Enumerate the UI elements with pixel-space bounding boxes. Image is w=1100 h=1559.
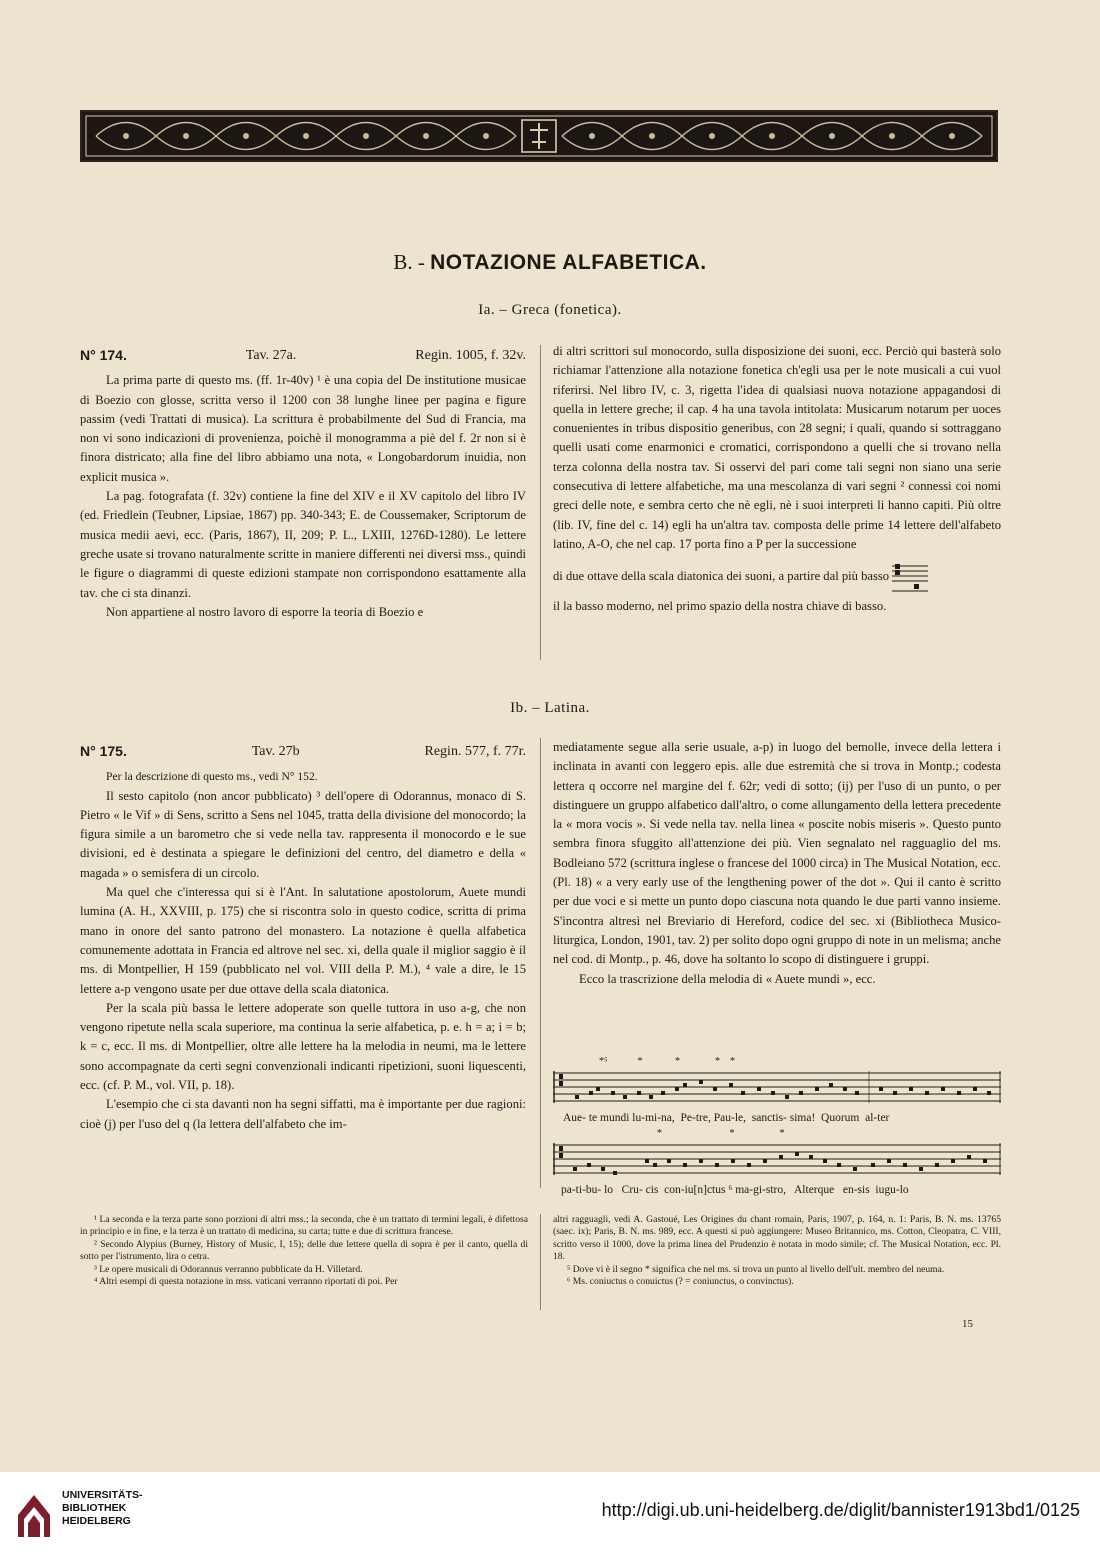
paragraph: Ecco la trascrizione della melodia di « Auete mundi », ecc. [579, 971, 876, 986]
music-stars-line-2: * * * [657, 1128, 785, 1139]
paragraph: il la basso moderno, nel primo spazio della nostra chiave di basso. [553, 599, 887, 614]
paragraph: Non appartiene al nostro lavoro di esporre la teoria di Boezio e [106, 604, 424, 619]
footnote: ³ Le opere musicali di Odorannus verranno pubblicate da H. Villetard. [94, 1263, 363, 1275]
section-heading-greca: Ia. – Greca (fonetica). [478, 302, 622, 318]
paragraph: Per la scala più bassa le lettere adoperate son quelle tuttora in uso a-g, che non vengono ripetute nella scala superiore, ma continua la serie alfabetica, p. e. h = a; i = b; k = c, ecc. Il ms. di Montpellier, oltre alle lettere ha la melodia in neumi, ma le lettere sono accompagnate da certi segni convenzionali indicanti ripetizioni, suoni liquescenti, ecc. (cf. P. M., vol. VII, p. 18). [80, 1000, 526, 1093]
paragraph-text: di due ottave della scala diatonica dei suoni, a partire dal più basso [553, 569, 890, 584]
right-column-1 [553, 342, 1001, 617]
paragraph: Ma quel che c'interessa qui si è l'Ant. In salutatione apostolorum, Auete mundi lumina (A. H., XXVIII, p. 175) che si riscontra solo in questo codice, scritta di prima mano in onore del santo patrono del monastero. La notazione è quella alfabetica comunemente adottata in Francia ed altrove nel sec. xi, della quale il miglior saggio è il ms. di Montpellier, H 159 (pubblicato nel vol. VIII della P. M.), ⁴ vale a dire, le 15 lettere a-p vengono usate per due ottave della scala diatonica. [80, 885, 526, 996]
music-staff-2 [553, 1139, 1003, 1183]
left-column-1 [80, 346, 526, 622]
entry-number: N° 175. [80, 743, 127, 759]
footnote: altri ragguagli, vedi A. Gastoué, Les Origines du chant romain, Paris, 1907, p. 164, n. 1: Paris, B. N. ms. 13765 (saec. ix); Paris, B. N. ms. 989, ecc. A questi si può aggiungere: Museo Britannico, ms. Cotton, Cleopatra, C. VIII, scritto verso il 1000, dove la prima linea del Prudenzio è notata in modo simile; cf. The Musical Notation, ecc. Pl. 18. [553, 1214, 1001, 1263]
heading-prefix: B. - [393, 250, 425, 274]
paragraph: L'esempio che ci sta davanti non ha segni siffatti, ma è importante per due ragioni: cioè (j) per l'uso del q (la lettera dell'alfabeto che im- [80, 1097, 526, 1131]
right-column-2 [553, 738, 1001, 989]
footnote: ⁴ Altri esempi di questa notazione in mss. vaticani verranno riportati di poi. Per [94, 1276, 398, 1288]
library-name-line: UNIVERSITÄTS- [62, 1489, 143, 1501]
paragraph: Il sesto capitolo (non ancor pubblicato) ³ dell'opere di Odorannus, monaco di S. Pietro « le Vif » di Sens, scritto a Sens nel 1045, tratta della divisione del monocordo; la figura simile a un barometro che si vede nella tav. rappresenta il monocordo e le sue divisioni, ed è destinata a spiegare le definizioni del centro, del diametro e della « magada » o semisfera di un circolo. [80, 788, 526, 880]
paragraph: Per la descrizione di questo ms., vedi N° 152. [106, 770, 318, 784]
footnotes-left [80, 1214, 528, 1288]
ornamental-banner [80, 110, 998, 162]
entry-plate: Tav. 27a. [245, 348, 297, 363]
music-example [553, 1055, 1003, 1196]
main-heading [0, 250, 1100, 275]
music-lyrics-line-1: Aue- te mundi lu-mi-na, Pe-tre, Pau-le, sanctis- sima! Quorum al-ter [563, 1112, 890, 1124]
entry-plate: Tav. 27b [251, 744, 300, 759]
paragraph: La prima parte di questo ms. (ff. 1r-40v) ¹ è una copia del De institutione musicae di Boezio con glosse, scritta verso il 1200 con 38 lunghe linee per pagina e figure passim (vedi Trattati di musica). La scrittura è probabilmente del Sud di Francia, ma non vi sono indicazioni di provenienza, poichè il monogramma a piè del f. 2r non si è finora districato; alla fine del libro abbiamo una nota, « Longobardorum inuidia, non explicit musica ». [80, 373, 526, 484]
entry-174-header [80, 346, 526, 365]
paragraph-with-staff [553, 560, 1001, 594]
permalink-url[interactable]: http://digi.ub.uni-heidelberg.de/diglit/bannister1913bd1/0125 [601, 1500, 1080, 1520]
music-lyrics-line-2: pa-ti-bu- lo Cru- cis con-iu[n]ctus ⁶ ma-gi-stro, Alterque en-sis iugu-lo [561, 1184, 909, 1196]
paragraph: di altri scrittori sul monocordo, sulla disposizione dei suoni, ecc. Perciò qui basterà solo richiamar l'attenzione alla notazione fonetica ch'egli usa per le note musicali a cui vuol riferirsi. Nel libro IV, c. 3, rigetta l'idea di qualsiasi nuova notazione appagandosi di quella in lettere greche; il cap. 4 ha una tavola intitolata: Musicarum notarum per uoces conuenientes in tribus dispositio generibus, con 28 segni; i quali, quando si sottraggano quelli usati come enarmonici e cromatici, corrispondono a quelli che si trovano nella terza colonna della nostra tav. Si osservi del pari come tali segni non siano una serie consecutiva di lettere alfabetiche, ma una mescolanza di vari segni ² connessi coi nomi greci delle note, e sembra certo che nè egli, nè i suoi interpreti li hanno capiti. Più oltre (lib. IV, fine del c. 14) egli ha un'altra tav. composta delle prime 14 lettere dell'alfabeto latino, A-O, che nel cap. 17 porta fino a P per la successione [553, 344, 1001, 551]
music-stars-line-1: *⁵ * * * * [599, 1056, 735, 1067]
entry-175-header [80, 742, 526, 761]
library-name [62, 1489, 143, 1528]
entry-number: N° 174. [80, 347, 127, 363]
footnotes-right [553, 1214, 1001, 1288]
footnote-divider [540, 1214, 541, 1310]
left-column-2 [80, 742, 526, 1134]
bass-staff-icon [892, 560, 928, 594]
library-name-line: BIBLIOTHEK [62, 1502, 127, 1514]
footnote: ⁵ Dove vi è il segno * significa che nel ms. si trova un punto al livello dell'ult. membro del neuma. [567, 1263, 945, 1275]
column-divider [540, 738, 541, 1188]
entry-shelfmark: Regin. 577, f. 77r. [424, 744, 526, 759]
paragraph: La pag. fotografata (f. 32v) contiene la fine del XIV e il XV capitolo del libro IV (ed. Friedlein (Teubner, Lipsiae, 1867) pp. 340-343; E. de Coussemaker, Scriptorum de musica medii aevi, ecc. (Paris, 1867), II, 209; P. L., LXIII, 1276D-1280). Le lettere greche usate si trovano naturalmente scritte in maniere differenti nei diversi mss., quindi le figure o diagrammi di queste edizioni stampate non corrispondono esattamente alla tav. che ci sta dinanzi. [80, 489, 526, 600]
section-heading-latina: Ib. – Latina. [510, 700, 590, 716]
footnote: ¹ La seconda e la terza parte sono porzioni di altri mss.; la seconda, che è un trattato di termini legali, è difettosa in principio e in fine, e la terza è un trattato di medicina, su carta; tutte e due di scrittura francese. [80, 1214, 528, 1238]
footnote: ⁶ Ms. coniuctus o conuictus (? = coniunctus, o convinctus). [567, 1276, 794, 1288]
music-staff-1 [553, 1067, 1003, 1111]
viewer-footer [0, 1472, 1100, 1559]
footnote: ² Secondo Alypius (Burney, History of Music, I, 15); delle due lettere quella di sopra è per il canto, quella di sotto per l'istrumento, lira o cetra. [80, 1238, 528, 1263]
column-divider [540, 345, 541, 660]
page-number: 15 [962, 1318, 973, 1330]
entry-shelfmark: Regin. 1005, f. 32v. [415, 348, 526, 363]
paragraph: mediatamente segue alla serie usuale, a-p) in luogo del bemolle, invece della lettera i inclinata in avanti con leggero epis. alle due estremità che si trova in Montp.; codesta lettera q occorre nel margine del f. 62r; vedi di sotto; (ij) per l'uso di un punto, o per distinguere un gruppo alfabetico dall'altro, o come allungamento della lettera precedente la « mora vocis ». Si vede nella tav. nella linea « poscite nobis miseris ». Questo punto sembra finora sfuggito all'attenzione dei più. Vien segnalato nel ragguaglio del ms. Bodleiano 572 (scrittura inglese o francese del 1000 circa) in The Musical Notation, ecc. (Pl. 18) « a very early use of the lengthening power of the dot ». Qui il canto è scritto per due voci e si mette un punto dopo ciascuna nota quando le due parti vanno insieme. S'incontra altresì nel Breviario di Hereford, codice del sec. xi (Bibliotheca Musico-liturgica, London, 1901, tav. 2) per solito dopo ogni gruppo di note in un melisma; anche nel cod. di Montp., p. 46, dove ha soltanto lo scopo di distinguere i gruppi. [553, 740, 1001, 967]
library-name-line: HEIDELBERG [62, 1515, 131, 1527]
university-library-logo-icon [14, 1485, 54, 1539]
heading-title: NOTAZIONE ALFABETICA. [430, 251, 707, 274]
